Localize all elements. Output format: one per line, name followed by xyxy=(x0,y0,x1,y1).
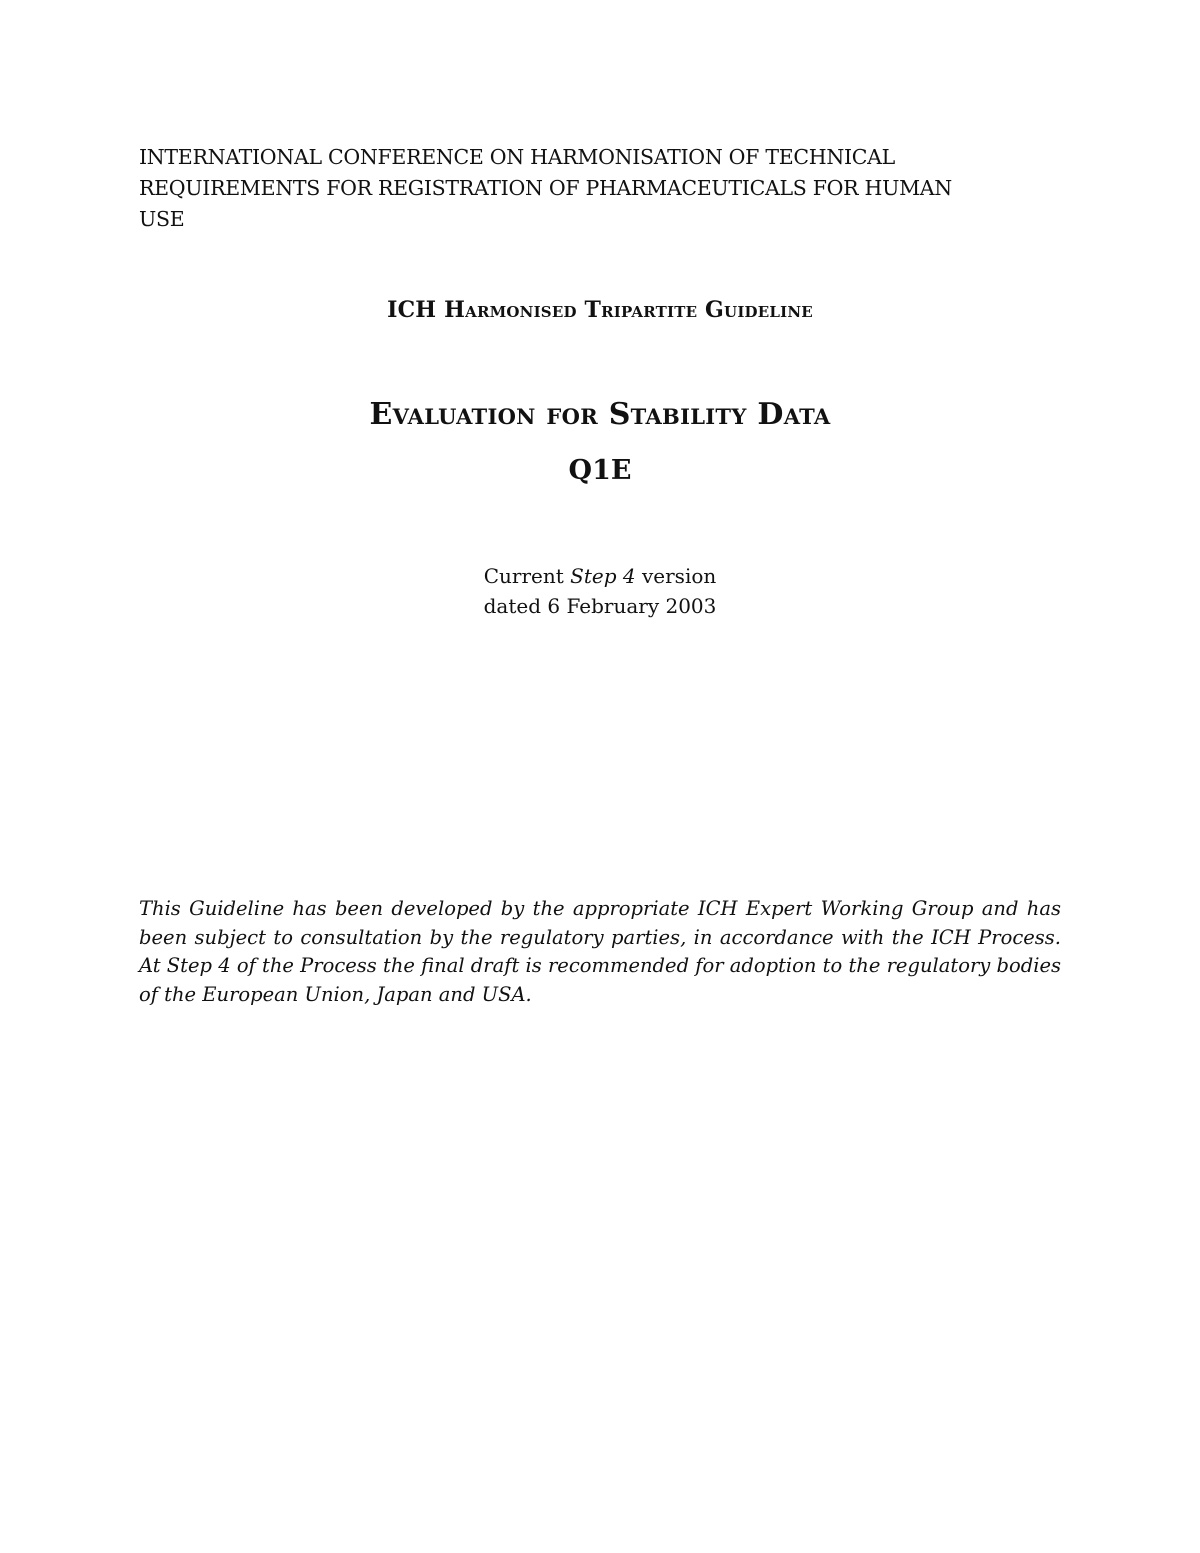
version-line xyxy=(0,561,1200,591)
guideline-statement: This Guideline has been developed by the appropriate ICH Expert Working Group and has been subject to consultation by the regulatory parties, in accordance with the ICH Process. At Step 4 of the Process the final draft is recommended for adoption to the regulatory bodies of the European Union, Japan and USA. xyxy=(139,897,1061,1006)
version-step: Step 4 xyxy=(570,564,636,588)
version-prefix: Current xyxy=(483,564,571,588)
organization-heading xyxy=(139,142,1069,235)
version-info xyxy=(0,561,1200,621)
version-suffix: version xyxy=(635,564,717,588)
organization-line-1: INTERNATIONAL CONFERENCE ON HARMONISATION OF TECHNICAL xyxy=(139,145,895,169)
organization-line-3: USE xyxy=(139,207,185,231)
guideline-type-heading: ICH Harmonised Tripartite Guideline xyxy=(387,297,813,323)
version-date: dated 6 February 2003 xyxy=(483,594,717,618)
organization-line-2: REQUIREMENTS FOR REGISTRATION OF PHARMACEUTICALS FOR HUMAN xyxy=(139,176,952,200)
document-code: Q1E xyxy=(568,455,632,486)
document-title: Evaluation for Stability Data xyxy=(369,397,831,432)
